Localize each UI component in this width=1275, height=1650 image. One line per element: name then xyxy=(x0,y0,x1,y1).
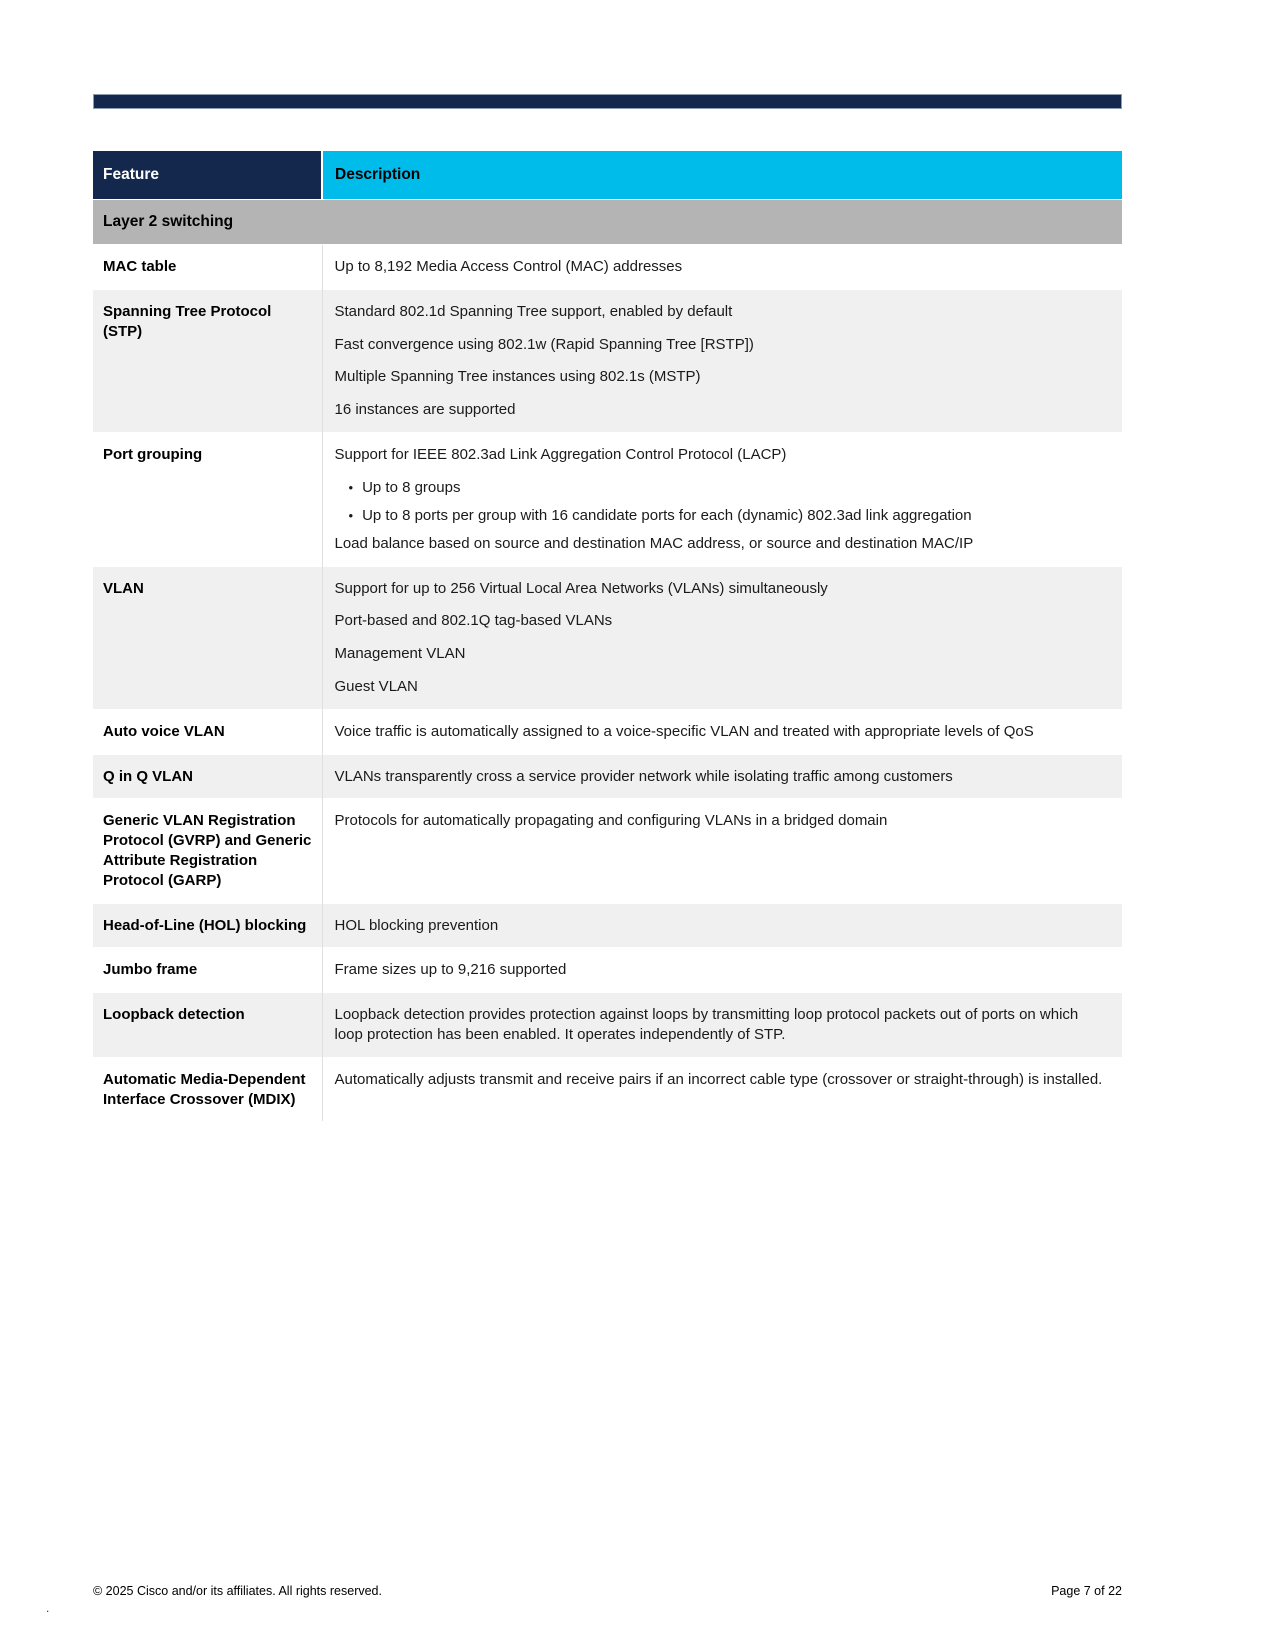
feature-description-cell xyxy=(322,432,1122,566)
feature-label: Auto voice VLAN xyxy=(93,709,322,754)
description-paragraph: Standard 802.1d Spanning Tree support, enabled by default xyxy=(334,302,733,320)
feature-description-cell xyxy=(322,799,1122,903)
feature-description-cell xyxy=(322,993,1122,1058)
table-body xyxy=(93,245,1122,1122)
description-paragraph: Management VLAN xyxy=(334,645,466,663)
top-accent-bar xyxy=(93,94,1122,109)
feature-description-cell xyxy=(322,754,1122,799)
description-paragraph: Automatically adjusts transmit and receive pairs if an incorrect cable type (crossover or straight-through) is installed. xyxy=(334,1070,1103,1088)
copyright-text: © 2025 Cisco and/or its affiliates. All rights reserved. xyxy=(93,1584,382,1598)
table-row xyxy=(93,1057,1122,1121)
description-paragraph: Voice traffic is automatically assigned to a voice-specific VLAN and treated with appropriate levels of QoS xyxy=(334,722,1034,740)
table-row xyxy=(93,432,1122,566)
feature-label: Automatic Media-Dependent Interface Crossover (MDIX) xyxy=(93,1057,322,1121)
bullet-item-text: Up to 8 ports per group with 16 candidate ports for each (dynamic) 802.3ad link aggregation xyxy=(362,506,972,524)
feature-label: Port grouping xyxy=(93,432,322,566)
table-row xyxy=(93,948,1122,993)
description-paragraph: Up to 8,192 Media Access Control (MAC) addresses xyxy=(334,258,683,275)
feature-description-cell xyxy=(322,709,1122,754)
feature-label: Jumbo frame xyxy=(93,948,322,993)
feature-description-cell xyxy=(322,289,1122,432)
description-paragraph: Support for IEEE 802.3ad Link Aggregation Control Protocol (LACP) xyxy=(334,445,787,463)
stray-period: . xyxy=(46,1601,50,1615)
feature-label: Loopback detection xyxy=(93,993,322,1058)
bullet-item-text: Up to 8 groups xyxy=(362,478,461,496)
description-paragraph: Port-based and 802.1Q tag-based VLANs xyxy=(334,612,613,630)
feature-label: Head-of-Line (HOL) blocking xyxy=(93,903,322,948)
feature-label: Q in Q VLAN xyxy=(93,754,322,799)
description-paragraph: Guest VLAN xyxy=(334,677,418,695)
description-paragraph: Protocols for automatically propagating and configuring VLANs in a bridged domain xyxy=(334,812,888,830)
table-row xyxy=(93,289,1122,432)
feature-label: Generic VLAN Registration Protocol (GVRP) and Generic Attribute Registration Protocol (GARP) xyxy=(93,799,322,903)
feature-description-cell xyxy=(322,903,1122,948)
page-number: Page 7 of 22 xyxy=(1051,1584,1122,1598)
table-header-row xyxy=(93,151,1122,200)
table-row xyxy=(93,799,1122,903)
description-paragraph: Fast convergence using 802.1w (Rapid Spanning Tree [RSTP]) xyxy=(334,335,754,353)
section-header-label: Layer 2 switching xyxy=(93,200,1122,245)
feature-description-cell xyxy=(322,245,1122,290)
feature-label: MAC table xyxy=(93,245,322,290)
table-row xyxy=(93,566,1122,709)
description-paragraph: 16 instances are supported xyxy=(334,401,516,419)
bullet-icon: • xyxy=(348,507,354,523)
feature-description-cell xyxy=(322,948,1122,993)
description-paragraph: Load balance based on source and destination MAC address, or source and destination MAC/IP xyxy=(334,534,974,552)
table-row xyxy=(93,754,1122,799)
page-footer xyxy=(93,1584,1122,1598)
feature-description-cell xyxy=(322,1057,1122,1121)
bullet-list-item xyxy=(349,478,1111,498)
description-paragraph: HOL blocking prevention xyxy=(334,916,499,934)
table-row xyxy=(93,993,1122,1058)
description-paragraph: Multiple Spanning Tree instances using 802.1s (MSTP) xyxy=(334,368,701,386)
feature-table xyxy=(93,151,1122,1121)
table-row xyxy=(93,903,1122,948)
feature-column-header: Feature xyxy=(93,151,322,200)
description-paragraph: Frame sizes up to 9,216 supported xyxy=(334,961,567,979)
table-row xyxy=(93,709,1122,754)
section-header-row xyxy=(93,200,1122,245)
table-row xyxy=(93,245,1122,290)
description-paragraph: Support for up to 256 Virtual Local Area Networks (VLANs) simultaneously xyxy=(334,579,828,597)
feature-label: Spanning Tree Protocol (STP) xyxy=(93,289,322,432)
bullet-list-item xyxy=(349,506,1111,526)
bullet-icon: • xyxy=(348,479,354,495)
description-paragraph: VLANs transparently cross a service provider network while isolating traffic among customers xyxy=(334,767,953,785)
description-column-header: Description xyxy=(322,151,1122,200)
feature-label: VLAN xyxy=(93,566,322,709)
description-paragraph: Loopback detection provides protection against loops by transmitting loop protocol packets out of ports on which loop protection has been enabled. It operates independently of STP. xyxy=(334,1006,1079,1043)
feature-description-cell xyxy=(322,566,1122,709)
